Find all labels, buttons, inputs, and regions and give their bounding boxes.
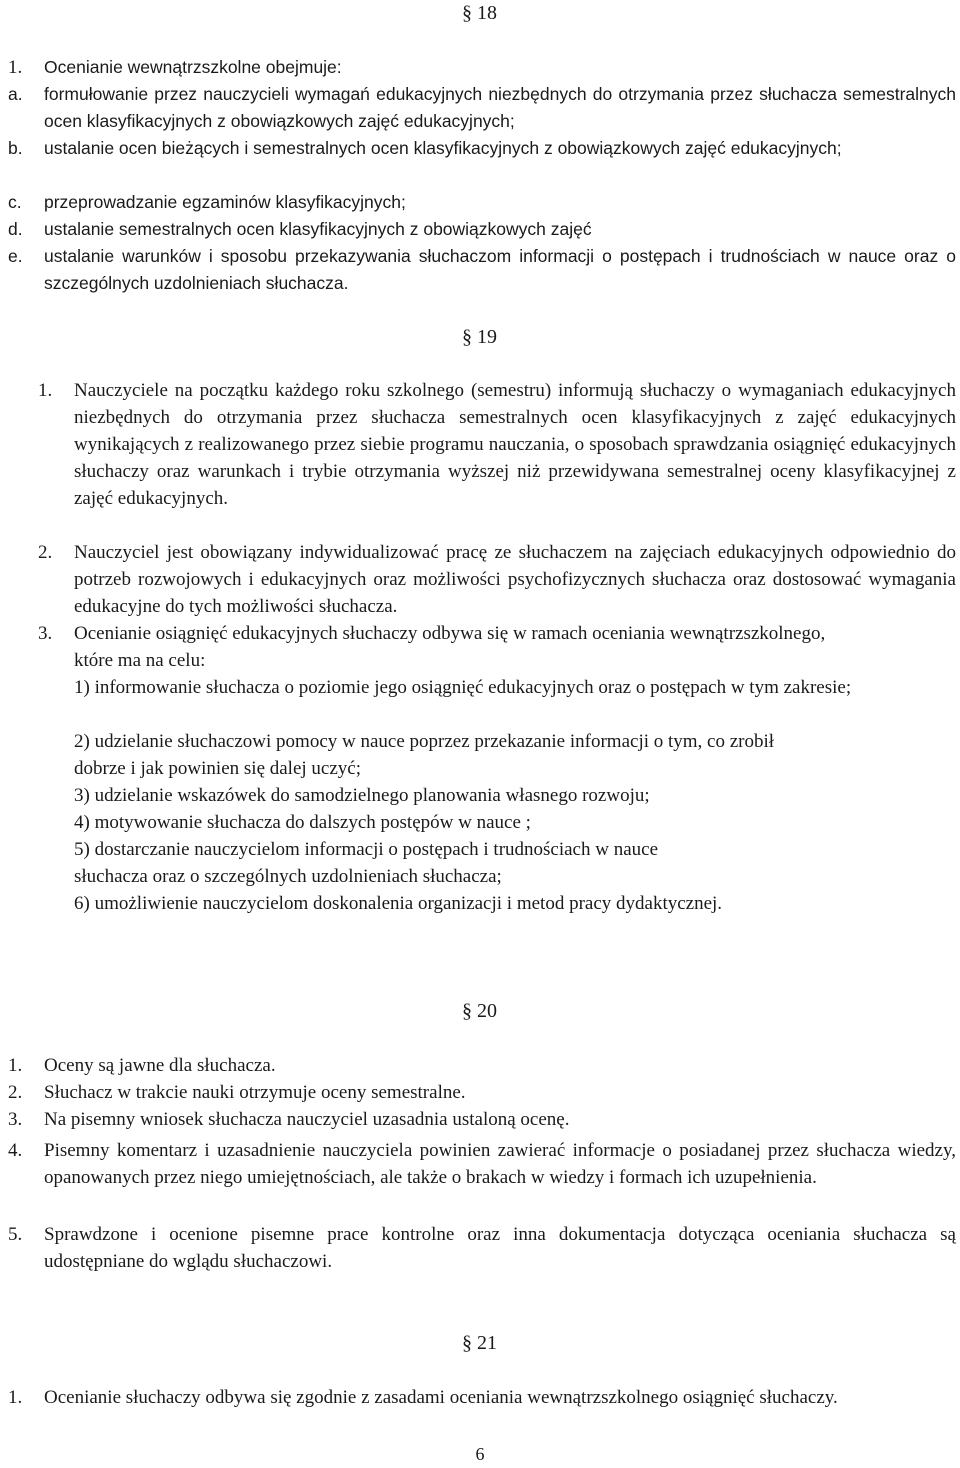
- s19-goal-3: 3) udzielanie wskazówek do samodzielnego planowania własnego rozwoju;: [74, 785, 650, 806]
- s18-item-b: [8, 135, 956, 162]
- paragraph-text: Na pisemny wniosek słuchacza nauczyciel uzasadnia ustaloną ocenę.: [44, 1109, 570, 1130]
- paragraph-number: 1.: [8, 1055, 23, 1076]
- paragraph-text: Ocenianie osiągnięć edukacyjnych słuchaczy odbywa się w ramach oceniania wewnątrzszkolnego, które ma na celu:: [74, 623, 826, 671]
- paragraph-text: Ocenianie słuchaczy odbywa się zgodnie z zasadami oceniania wewnątrzszkolnego osiągnięć słuchaczy.: [44, 1387, 838, 1408]
- paragraph-number: 5.: [8, 1224, 23, 1245]
- s19-goal-1: 1) informowanie słuchacza o poziomie jego osiągnięć edukacyjnych oraz o postępach w tym zakresie;: [74, 677, 852, 698]
- s19-goal-5: 5) dostarczanie nauczycielom informacji o postępach i trudnościach w nauce słuchacza oraz o szczególnych uzdolnieniach słuchacza;: [74, 839, 659, 887]
- s20-paragraph-4: [8, 1137, 956, 1191]
- paragraph-number: 3.: [38, 623, 53, 644]
- s19-paragraph-2: [38, 539, 956, 620]
- item-label: d.: [8, 219, 23, 239]
- paragraph-text: Pisemny komentarz i uzasadnienie nauczyciela powinien zawierać informacje o posiadanej przez słuchacza wiedzy, opanowanych przez niego umiejętnościach, ale także o brakach w wiedzy i formach ich uzupełnienia.: [44, 1140, 956, 1188]
- paragraph-number: 4.: [8, 1140, 23, 1161]
- item-text: ustalanie ocen bieżących i semestralnych ocen klasyfikacyjnych z obowiązkowych zajęć edukacyjnych;: [44, 138, 842, 158]
- paragraph-number: 1.: [38, 380, 53, 401]
- paragraph-number: 2.: [8, 1082, 23, 1103]
- section-21-heading: § 21: [462, 1332, 497, 1354]
- s19-goal-2: 2) udzielanie słuchaczowi pomocy w nauce poprzez przekazanie informacji o tym, co zrobił dobrze i jak powinien się dalej uczyć;: [74, 731, 775, 779]
- s18-item-c: [8, 189, 956, 216]
- s18-item-d: [8, 216, 956, 243]
- paragraph-text: Oceny są jawne dla słuchacza.: [44, 1055, 276, 1076]
- paragraph-text: Sprawdzone i ocenione pisemne prace kontrolne oraz inna dokumentacja dotycząca oceniania słuchacza są udostępniane do wglądu słuchaczowi.: [44, 1224, 956, 1272]
- paragraph-text: Nauczyciele na początku każdego roku szkolnego (semestru) informują słuchaczy o wymaganiach edukacyjnych niezbędnych do otrzymania przez słuchacza semestralnych ocen klasyfikacyjnych z zajęć edukacyjnych wynikających z realizowanego przez siebie programu nauczania, o sposobach sprawdzania osiągnięć edukacyjnych słuchaczy oraz warunkach i trybie otrzymania wyższej niż przewidywana semestralnej oceny klasyfikacyjnej z zajęć edukacyjnych.: [74, 380, 956, 509]
- paragraph-number: 1.: [8, 1387, 23, 1408]
- paragraph-number: 3.: [8, 1109, 23, 1130]
- s19-paragraph-3: [38, 620, 828, 674]
- item-text: przeprowadzanie egzaminów klasyfikacyjnych;: [44, 192, 406, 212]
- s21-paragraph-1: [8, 1384, 956, 1411]
- s18-item-e: [8, 243, 956, 297]
- s19-goal-6: 6) umożliwienie nauczycielom doskonalenia organizacji i metod pracy dydaktycznej.: [74, 893, 723, 914]
- item-text: ustalanie warunków i sposobu przekazywania słuchaczom informacji o postępach i trudnościach w nauce oraz o szczególnych uzdolnieniach słuchacza.: [44, 246, 956, 293]
- item-label: c.: [8, 192, 22, 212]
- item-label: a.: [8, 84, 23, 104]
- item-label: b.: [8, 138, 23, 158]
- section-18-heading: § 18: [462, 2, 497, 24]
- page-number: 6: [475, 1444, 485, 1464]
- item-text: ustalanie semestralnych ocen klasyfikacyjnych z obowiązkowych zajęć: [44, 219, 592, 239]
- paragraph-number: 1.: [8, 57, 23, 78]
- s20-paragraph-5: [8, 1221, 956, 1275]
- section-19-heading: § 19: [462, 326, 497, 348]
- item-text: formułowanie przez nauczycieli wymagań edukacyjnych niezbędnych do otrzymania przez słuchacza semestralnych ocen klasyfikacyjnych z obowiązkowych zajęć edukacyjnych;: [44, 84, 956, 131]
- section-20-heading: § 20: [462, 1000, 497, 1022]
- item-label: e.: [8, 246, 23, 266]
- s20-paragraph-1: [8, 1052, 956, 1079]
- paragraph-text: Słuchacz w trakcie nauki otrzymuje oceny semestralne.: [44, 1082, 466, 1103]
- s19-goal-4: 4) motywowanie słuchacza do dalszych postępów w nauce ;: [74, 812, 531, 833]
- s18-paragraph-1: [8, 54, 956, 81]
- paragraph-text: Nauczyciel jest obowiązany indywidualizować pracę ze słuchaczem na zajęciach edukacyjnych odpowiednio do potrzeb rozwojowych i edukacyjnych oraz możliwości psychofizycznych słuchacza oraz dostosować wymagania edukacyjne do tych możliwości słuchacza.: [74, 542, 956, 617]
- s18-item-a: [8, 81, 956, 135]
- s20-paragraph-2: [8, 1079, 956, 1106]
- paragraph-text: Ocenianie wewnątrzszkolne obejmuje:: [44, 57, 342, 77]
- s19-paragraph-1: [38, 377, 956, 512]
- paragraph-number: 2.: [38, 542, 53, 563]
- s20-paragraph-3: [8, 1106, 956, 1133]
